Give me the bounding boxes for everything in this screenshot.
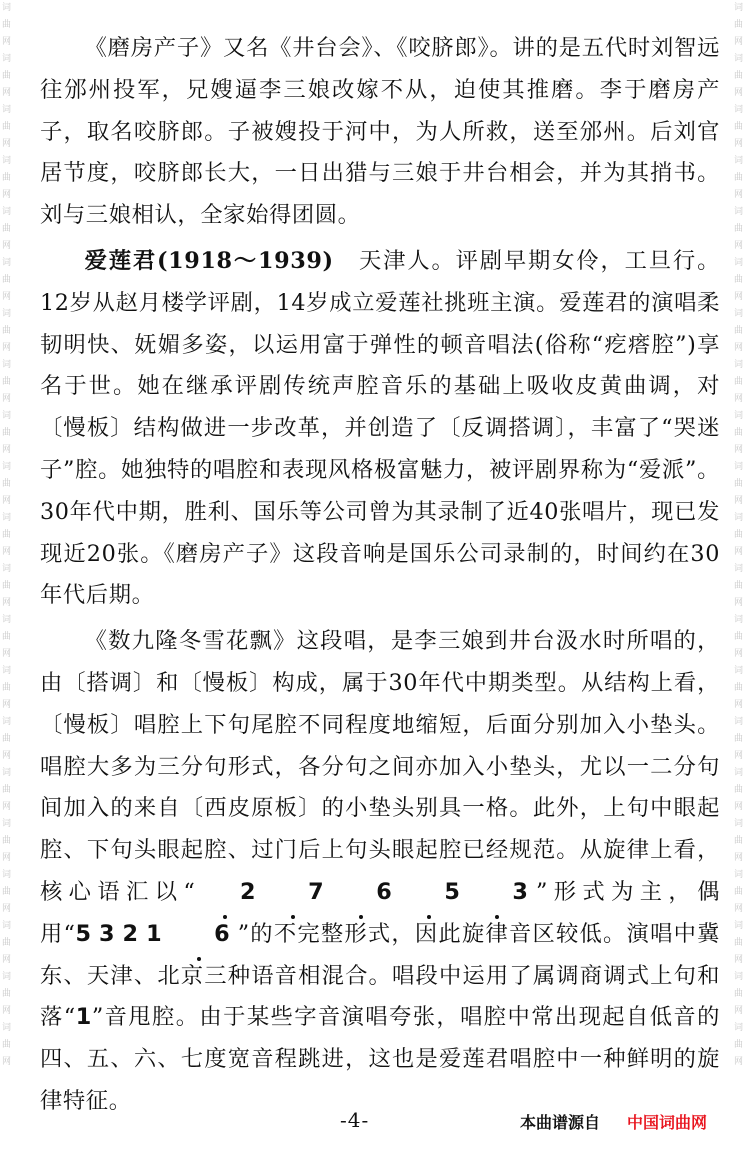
note: 6	[332, 872, 400, 914]
note: 2	[122, 920, 147, 947]
analysis-text-c: ”的不完整形式，因此旋律音区较低。演唱中冀东、天津、北京三种语音相混合。唱段中运用了属调商调式上句和落“	[40, 920, 720, 1031]
note: 1	[146, 920, 170, 947]
paragraph-analysis	[40, 621, 720, 1123]
analysis-text-d: ”音甩腔。由于某些字音演唱夸张，唱腔中常出现起自低音的四、五、六、七度宽音程跳进，这也是爱莲君唱腔中一种鲜明的旋律特征。	[40, 1004, 720, 1114]
performer-name: 爱莲君	[84, 247, 158, 274]
note: 5	[75, 920, 100, 947]
note: 5	[400, 872, 468, 914]
note: 2	[195, 872, 263, 914]
analysis-text-a: 《数九隆冬雪花飘》这段唱，是李三娘到井台汲水时所唱的，由〔搭调〕和〔慢板〕构成，属于30年代中期类型。从结构上看，〔慢板〕唱腔上下句尾腔不同程度地缩短，后面分别加入小垫头。唱腔大多为三分句形式，各分句之间亦加入小垫头，尤以一二分句间加入的来自〔西皮原板〕的小垫头别具一格。此外，上句中眼起腔、下句头眼起腔、过门后上句头眼起腔已经规范。从旋律上看，核心语汇以“	[40, 628, 720, 905]
page-number: -4-	[340, 1108, 370, 1132]
note: 7	[264, 872, 332, 914]
paragraph-biography	[40, 241, 720, 617]
watermark-left: 词曲网词曲网词曲网词曲网词曲网词曲网词曲网词曲网词曲网词曲网词曲网词曲网词曲网词曲网词曲网词曲网词曲网词曲网词曲网词曲网词曲网	[2, 3, 12, 1067]
paragraph-intro: 《磨房产子》又名《井台会》、《咬脐郎》。讲的是五代时刘智远往邠州投军，兄嫂逼李三娘改嫁不从，迫使其推磨。李于磨房产子，取名咬脐郎。子被嫂投于河中，为人所救，送至邠州。后刘官居节度，咬脐郎长大，一日出猎与三娘于井台相会，并为其捎书。刘与三娘相认，全家始得团圆。	[40, 35, 720, 229]
notation-core-motif	[195, 879, 536, 905]
watermark-right: 词曲网词曲网词曲网词曲网词曲网词曲网词曲网词曲网词曲网词曲网词曲网词曲网词曲网词曲网词曲网词曲网词曲网词曲网词曲网词曲网词曲网	[734, 3, 744, 1067]
note: 3	[468, 872, 536, 914]
note: 6	[170, 914, 238, 956]
note: 3	[99, 920, 123, 947]
document-body	[40, 28, 720, 1123]
site-brand-link[interactable]: 中国词曲网	[627, 1113, 708, 1132]
biography-text: 天津人。评剧早期女伶，工旦行。12岁从赵月楼学评剧，14岁成立爱莲社挑班主演。爱莲君的演唱柔韧明快、妩媚多姿，以运用富于弹性的顿音唱法(俗称“疙瘩腔”)享名于世。她在继承评剧传统声腔音乐的基础上吸收皮黄曲调，对〔慢板〕结构做进一步改革，并创造了〔反调搭调〕，丰富了“哭迷子”腔。她独特的唱腔和表现风格极富魅力，被评剧界称为“爱派”。30年代中期，胜利、国乐等公司曾为其录制了近40张唱片，现已发现近20张。《磨房产子》这段音响是国乐公司录制的，时间约在30年代后期。	[40, 247, 720, 609]
notation-incomplete-motif	[76, 921, 238, 947]
note-one: 1	[75, 1004, 92, 1031]
analysis-text-b: ”形式为主，偶用“	[40, 878, 720, 947]
performer-years: (1918～1939)	[157, 247, 334, 274]
source-credit: 本曲谱源自	[520, 1113, 601, 1132]
